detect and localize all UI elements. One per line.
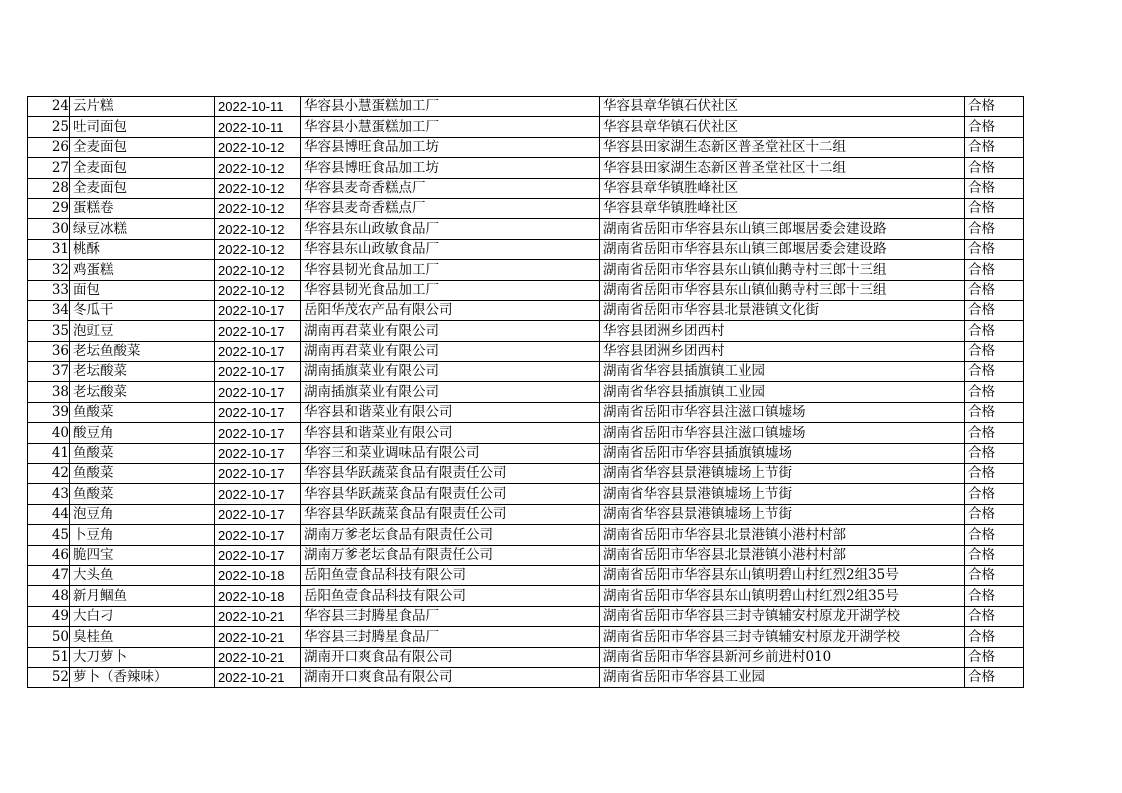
row-number: 35 [28, 321, 70, 341]
producer-name: 华容县三封腾星食品厂 [301, 627, 600, 647]
row-number: 41 [28, 443, 70, 463]
row-number: 28 [28, 178, 70, 198]
row-number: 39 [28, 402, 70, 422]
producer-name: 华容县华跃蔬菜食品有限责任公司 [301, 484, 600, 504]
row-number: 51 [28, 647, 70, 667]
inspection-result: 合格 [965, 545, 1024, 565]
producer-name: 湖南再君菜业有限公司 [301, 321, 600, 341]
product-name: 大刀萝卜 [70, 647, 215, 667]
product-name: 桃酥 [70, 239, 215, 259]
product-name: 大头鱼 [70, 565, 215, 585]
producer-name: 华容县麦奇香糕点厂 [301, 198, 600, 218]
producer-name: 华容县麦奇香糕点厂 [301, 178, 600, 198]
table-row [28, 606, 1024, 626]
inspection-result: 合格 [965, 627, 1024, 647]
inspection-result: 合格 [965, 178, 1024, 198]
inspection-result: 合格 [965, 647, 1024, 667]
table-row [28, 443, 1024, 463]
product-name: 老坛鱼酸菜 [70, 341, 215, 361]
producer-name: 华容县韧光食品加工厂 [301, 260, 600, 280]
row-number: 37 [28, 362, 70, 382]
production-date: 2022-10-11 [215, 97, 301, 117]
inspection-result: 合格 [965, 280, 1024, 300]
production-date: 2022-10-12 [215, 239, 301, 259]
producer-address: 湖南省华容县景港镇墟场上节街 [600, 504, 965, 524]
table-row [28, 178, 1024, 198]
producer-name: 华容县东山政敏食品厂 [301, 239, 600, 259]
table-row [28, 198, 1024, 218]
inspection-result: 合格 [965, 504, 1024, 524]
row-number: 29 [28, 198, 70, 218]
production-date: 2022-10-17 [215, 402, 301, 422]
product-name: 萝卜（香辣味） [70, 667, 215, 687]
production-date: 2022-10-18 [215, 586, 301, 606]
inspection-result: 合格 [965, 260, 1024, 280]
producer-address: 湖南省岳阳市华容县北景港镇小港村村部 [600, 525, 965, 545]
row-number: 44 [28, 504, 70, 524]
table-row [28, 300, 1024, 320]
table-row [28, 280, 1024, 300]
row-number: 34 [28, 300, 70, 320]
producer-name: 湖南万爹老坛食品有限责任公司 [301, 525, 600, 545]
production-date: 2022-10-17 [215, 443, 301, 463]
producer-address: 湖南省岳阳市华容县注滋口镇墟场 [600, 423, 965, 443]
row-number: 25 [28, 117, 70, 137]
producer-name: 华容县和谐菜业有限公司 [301, 423, 600, 443]
table-row [28, 158, 1024, 178]
producer-name: 华容县和谐菜业有限公司 [301, 402, 600, 422]
producer-address: 湖南省岳阳市华容县东山镇三郎堰居委会建设路 [600, 219, 965, 239]
production-date: 2022-10-21 [215, 667, 301, 687]
table-row [28, 627, 1024, 647]
product-name: 冬瓜干 [70, 300, 215, 320]
production-date: 2022-10-12 [215, 178, 301, 198]
production-date: 2022-10-12 [215, 280, 301, 300]
inspection-result: 合格 [965, 219, 1024, 239]
row-number: 26 [28, 137, 70, 157]
producer-address: 华容县章华镇石伏社区 [600, 117, 965, 137]
producer-name: 华容三和菜业调味品有限公司 [301, 443, 600, 463]
row-number: 27 [28, 158, 70, 178]
producer-name: 湖南开口爽食品有限公司 [301, 667, 600, 687]
table-row [28, 362, 1024, 382]
table-row [28, 667, 1024, 687]
producer-name: 华容县东山政敏食品厂 [301, 219, 600, 239]
production-date: 2022-10-17 [215, 321, 301, 341]
table-row [28, 341, 1024, 361]
table-row [28, 117, 1024, 137]
production-date: 2022-10-17 [215, 525, 301, 545]
producer-name: 湖南开口爽食品有限公司 [301, 647, 600, 667]
table-row [28, 260, 1024, 280]
product-name: 全麦面包 [70, 158, 215, 178]
producer-name: 湖南插旗菜业有限公司 [301, 382, 600, 402]
producer-name: 华容县华跃蔬菜食品有限责任公司 [301, 464, 600, 484]
producer-address: 华容县章华镇胜峰社区 [600, 198, 965, 218]
production-date: 2022-10-17 [215, 341, 301, 361]
inspection-result: 合格 [965, 443, 1024, 463]
table-row [28, 402, 1024, 422]
producer-address: 华容县章华镇石伏社区 [600, 97, 965, 117]
producer-address: 湖南省华容县插旗镇工业园 [600, 382, 965, 402]
product-name: 臭桂鱼 [70, 627, 215, 647]
production-date: 2022-10-12 [215, 219, 301, 239]
production-date: 2022-10-17 [215, 504, 301, 524]
row-number: 36 [28, 341, 70, 361]
table-row [28, 586, 1024, 606]
production-date: 2022-10-12 [215, 158, 301, 178]
table-row [28, 504, 1024, 524]
inspection-result: 合格 [965, 300, 1024, 320]
production-date: 2022-10-18 [215, 565, 301, 585]
producer-address: 华容县团洲乡团西村 [600, 341, 965, 361]
production-date: 2022-10-17 [215, 484, 301, 504]
production-date: 2022-10-21 [215, 647, 301, 667]
product-name: 泡豆角 [70, 504, 215, 524]
producer-name: 岳阳鱼壹食品科技有限公司 [301, 565, 600, 585]
producer-address: 华容县田家湖生态新区普圣堂社区十二组 [600, 158, 965, 178]
table-row [28, 525, 1024, 545]
row-number: 50 [28, 627, 70, 647]
producer-name: 华容县博旺食品加工坊 [301, 137, 600, 157]
inspection-results-table [27, 96, 1024, 688]
production-date: 2022-10-21 [215, 627, 301, 647]
production-date: 2022-10-17 [215, 464, 301, 484]
producer-name: 华容县小慧蛋糕加工厂 [301, 97, 600, 117]
inspection-result: 合格 [965, 565, 1024, 585]
inspection-result: 合格 [965, 423, 1024, 443]
production-date: 2022-10-17 [215, 545, 301, 565]
producer-address: 湖南省岳阳市华容县东山镇仙鹅寺村三郎十三组 [600, 280, 965, 300]
inspection-result: 合格 [965, 525, 1024, 545]
producer-name: 华容县华跃蔬菜食品有限责任公司 [301, 504, 600, 524]
inspection-result: 合格 [965, 321, 1024, 341]
row-number: 45 [28, 525, 70, 545]
producer-address: 华容县章华镇胜峰社区 [600, 178, 965, 198]
row-number: 49 [28, 606, 70, 626]
producer-address: 湖南省岳阳市华容县注滋口镇墟场 [600, 402, 965, 422]
production-date: 2022-10-21 [215, 606, 301, 626]
product-name: 脆四宝 [70, 545, 215, 565]
table-row [28, 545, 1024, 565]
table-row [28, 219, 1024, 239]
producer-address: 湖南省华容县插旗镇工业园 [600, 362, 965, 382]
row-number: 40 [28, 423, 70, 443]
inspection-result: 合格 [965, 667, 1024, 687]
product-name: 面包 [70, 280, 215, 300]
product-name: 大白刁 [70, 606, 215, 626]
inspection-result: 合格 [965, 117, 1024, 137]
row-number: 31 [28, 239, 70, 259]
inspection-result: 合格 [965, 239, 1024, 259]
producer-address: 湖南省岳阳市华容县东山镇明碧山村红烈2组35号 [600, 565, 965, 585]
table-row [28, 484, 1024, 504]
inspection-result: 合格 [965, 382, 1024, 402]
row-number: 30 [28, 219, 70, 239]
producer-address: 湖南省岳阳市华容县插旗镇墟场 [600, 443, 965, 463]
producer-name: 华容县三封腾星食品厂 [301, 606, 600, 626]
product-name: 酸豆角 [70, 423, 215, 443]
producer-name: 湖南再君菜业有限公司 [301, 341, 600, 361]
inspection-result: 合格 [965, 362, 1024, 382]
producer-address: 华容县田家湖生态新区普圣堂社区十二组 [600, 137, 965, 157]
production-date: 2022-10-12 [215, 260, 301, 280]
product-name: 全麦面包 [70, 178, 215, 198]
inspection-result: 合格 [965, 97, 1024, 117]
producer-name: 湖南插旗菜业有限公司 [301, 362, 600, 382]
product-name: 泡豇豆 [70, 321, 215, 341]
row-number: 48 [28, 586, 70, 606]
producer-name: 华容县博旺食品加工坊 [301, 158, 600, 178]
production-date: 2022-10-11 [215, 117, 301, 137]
production-date: 2022-10-17 [215, 362, 301, 382]
inspection-result: 合格 [965, 586, 1024, 606]
table-row [28, 464, 1024, 484]
inspection-result: 合格 [965, 402, 1024, 422]
row-number: 52 [28, 667, 70, 687]
product-name: 绿豆冰糕 [70, 219, 215, 239]
inspection-result: 合格 [965, 198, 1024, 218]
producer-address: 湖南省岳阳市华容县三封寺镇辅安村原龙开湖学校 [600, 606, 965, 626]
product-name: 卜豆角 [70, 525, 215, 545]
product-name: 新月鲴鱼 [70, 586, 215, 606]
inspection-result: 合格 [965, 484, 1024, 504]
table-row [28, 321, 1024, 341]
inspection-result: 合格 [965, 137, 1024, 157]
producer-address: 湖南省岳阳市华容县工业园 [600, 667, 965, 687]
producer-address: 湖南省华容县景港镇墟场上节街 [600, 484, 965, 504]
producer-address: 湖南省岳阳市华容县东山镇明碧山村红烈2组35号 [600, 586, 965, 606]
table-row [28, 382, 1024, 402]
product-name: 蛋糕卷 [70, 198, 215, 218]
product-name: 吐司面包 [70, 117, 215, 137]
product-name: 老坛酸菜 [70, 362, 215, 382]
inspection-result: 合格 [965, 341, 1024, 361]
producer-address: 湖南省岳阳市华容县东山镇仙鹅寺村三郎十三组 [600, 260, 965, 280]
producer-address: 湖南省岳阳市华容县东山镇三郎堰居委会建设路 [600, 239, 965, 259]
inspection-result: 合格 [965, 606, 1024, 626]
producer-address: 华容县团洲乡团西村 [600, 321, 965, 341]
inspection-result: 合格 [965, 464, 1024, 484]
row-number: 43 [28, 484, 70, 504]
row-number: 42 [28, 464, 70, 484]
product-name: 鱼酸菜 [70, 402, 215, 422]
product-name: 鱼酸菜 [70, 484, 215, 504]
row-number: 38 [28, 382, 70, 402]
production-date: 2022-10-17 [215, 423, 301, 443]
producer-address: 湖南省岳阳市华容县新河乡前进村010 [600, 647, 965, 667]
production-date: 2022-10-12 [215, 137, 301, 157]
production-date: 2022-10-17 [215, 382, 301, 402]
row-number: 33 [28, 280, 70, 300]
production-date: 2022-10-17 [215, 300, 301, 320]
row-number: 46 [28, 545, 70, 565]
producer-address: 湖南省岳阳市华容县北景港镇小港村村部 [600, 545, 965, 565]
producer-address: 湖南省华容县景港镇墟场上节街 [600, 464, 965, 484]
producer-name: 华容县小慧蛋糕加工厂 [301, 117, 600, 137]
product-name: 老坛酸菜 [70, 382, 215, 402]
producer-name: 岳阳华茂农产品有限公司 [301, 300, 600, 320]
product-name: 全麦面包 [70, 137, 215, 157]
product-name: 鸡蛋糕 [70, 260, 215, 280]
table-row [28, 239, 1024, 259]
producer-address: 湖南省岳阳市华容县北景港镇文化街 [600, 300, 965, 320]
table-body [28, 97, 1024, 688]
table-row [28, 137, 1024, 157]
product-name: 鱼酸菜 [70, 464, 215, 484]
production-date: 2022-10-12 [215, 198, 301, 218]
product-name: 鱼酸菜 [70, 443, 215, 463]
table-row [28, 647, 1024, 667]
table-row [28, 423, 1024, 443]
row-number: 32 [28, 260, 70, 280]
producer-name: 湖南万爹老坛食品有限责任公司 [301, 545, 600, 565]
producer-name: 岳阳鱼壹食品科技有限公司 [301, 586, 600, 606]
inspection-result: 合格 [965, 158, 1024, 178]
product-name: 云片糕 [70, 97, 215, 117]
producer-name: 华容县韧光食品加工厂 [301, 280, 600, 300]
row-number: 24 [28, 97, 70, 117]
table-row [28, 565, 1024, 585]
row-number: 47 [28, 565, 70, 585]
producer-address: 湖南省岳阳市华容县三封寺镇辅安村原龙开湖学校 [600, 627, 965, 647]
table-row [28, 97, 1024, 117]
